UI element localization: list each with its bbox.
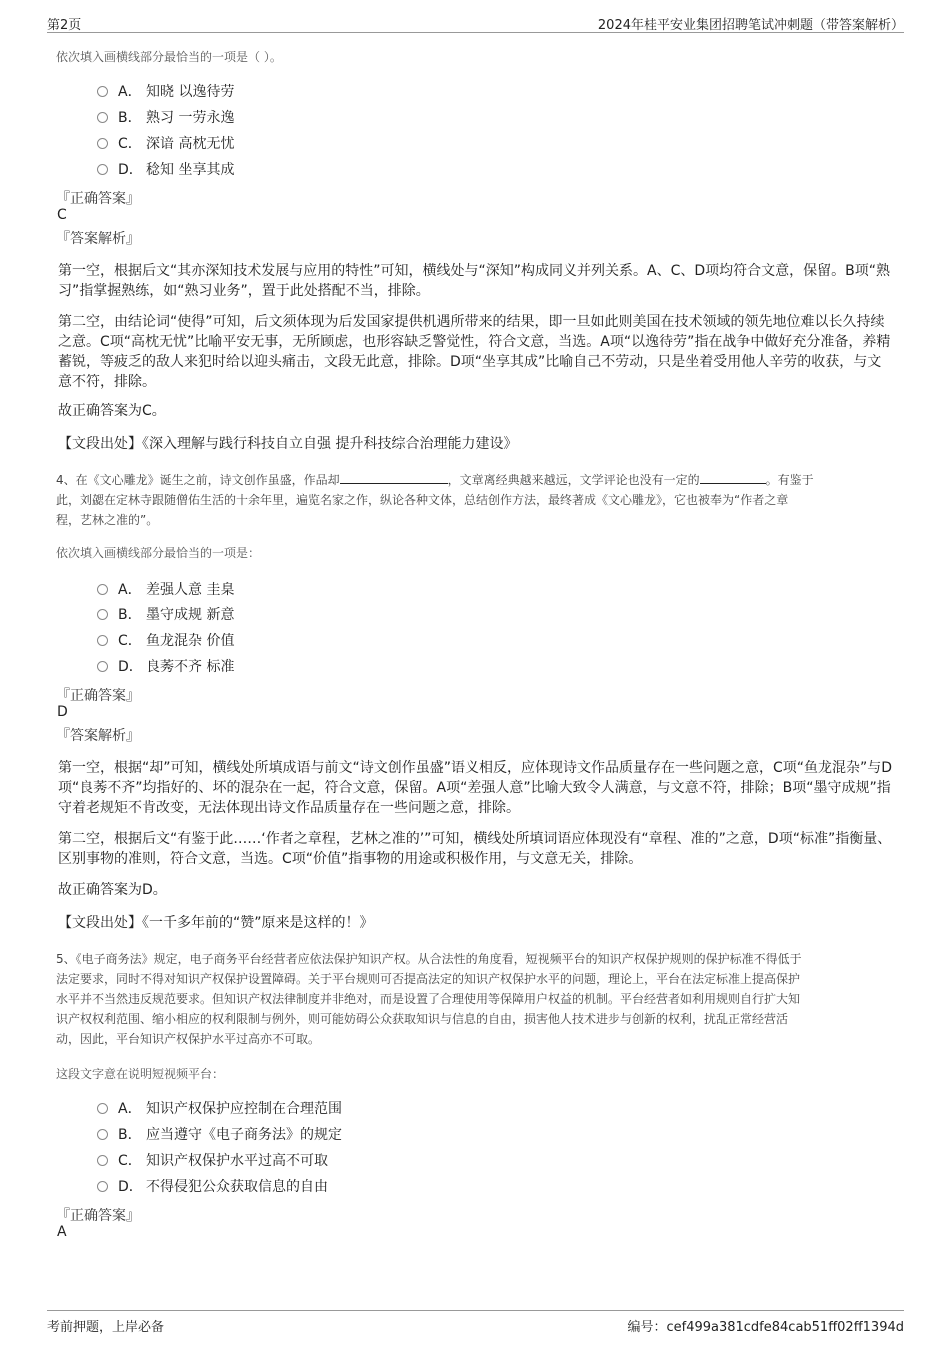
q3-option-b[interactable]: B． 熟习 一劳永逸 xyxy=(97,108,234,128)
radio-icon[interactable] xyxy=(97,164,108,175)
q5-instruction: 这段文字意在说明短视频平台： xyxy=(56,1067,225,1081)
document-title: 2024年桂平安业集团招聘笔试冲刺题（带答案解析） xyxy=(597,18,904,33)
radio-icon[interactable] xyxy=(97,112,108,123)
q3-option-a[interactable]: A． 知晓 以逸待劳 xyxy=(97,82,234,102)
radio-icon[interactable] xyxy=(97,1181,108,1192)
q3-analysis-2: 第二空，由结论词“使得”可知，后文须体现为后发国家提供机遇所带来的结果，即一旦如此则美国在技术领域的领先地位难以长久持续之意。C项“高枕无忧”比喻平安无事，无所顾虑，也形容缺乏警觉性，符合文意，当选。A项“以逸待劳”指在战争中做好充分准备，养精蓄锐，等疲乏的敌人来犯时给以迎头痛击，文段无此意，排除。D项“坐享其成”比喻自己不劳动，只是坐着受用他人辛劳的收获，与文意不符，排除。 xyxy=(58,314,891,390)
page-header xyxy=(47,10,904,33)
blank-line xyxy=(700,471,766,484)
q5-option-d[interactable]: D． 不得侵犯公众获取信息的自由 xyxy=(97,1177,328,1197)
q4-option-a[interactable]: A． 差强人意 圭臬 xyxy=(97,580,234,600)
radio-icon[interactable] xyxy=(97,1155,108,1166)
radio-icon[interactable] xyxy=(97,609,108,620)
q3-answer: C xyxy=(57,207,67,223)
radio-icon[interactable] xyxy=(97,1103,108,1114)
q3-instruction: 依次填入画横线部分最恰当的一项是（ ）。 xyxy=(56,50,282,64)
q4-option-d[interactable]: D． 良莠不齐 标准 xyxy=(97,657,234,677)
page-footer xyxy=(47,1310,904,1333)
q3-analysis-3: 故正确答案为C。 xyxy=(58,403,166,419)
radio-icon[interactable] xyxy=(97,86,108,97)
document-code: 编号：cef499a381cdfe84cab51ff02ff1394d xyxy=(627,1320,904,1335)
q4-analysis-3: 故正确答案为D。 xyxy=(58,882,167,898)
q5-option-a[interactable]: A． 知识产权保护应控制在合理范围 xyxy=(97,1099,342,1119)
radio-icon[interactable] xyxy=(97,1129,108,1140)
footer-slogan: 考前押题，上岸必备 xyxy=(47,1320,165,1335)
q5-option-c[interactable]: C． 知识产权保护水平过高不可取 xyxy=(97,1151,328,1171)
q4-answer: D xyxy=(57,704,68,720)
q4-source: 【文段出处】《一千多年前的“赞”原来是这样的！》 xyxy=(58,915,374,931)
q4-analysis-1: 第一空，根据“却”可知，横线处所填成语与前文“诗文创作虽盛”语义相反，应体现诗文作品质量存在一些问题之意，C项“鱼龙混杂”与D项“良莠不齐”均指好的、坏的混杂在一起，符合文意，保留。A项“差强人意”比喻大致令人满意，与文意不符，排除；B项“墨守成规”指守着老规矩不肯改变，无法体现出诗文作品质量存在一些问题之意，排除。 xyxy=(58,760,893,816)
q5-answer: A xyxy=(57,1224,67,1240)
q3-analysis-label: 『答案解析』 xyxy=(56,231,140,247)
q5-answer-label: 『正确答案』 xyxy=(56,1208,140,1224)
radio-icon[interactable] xyxy=(97,138,108,149)
radio-icon[interactable] xyxy=(97,584,108,595)
q3-option-d[interactable]: D． 稔知 坐享其成 xyxy=(97,160,234,180)
q4-analysis-label: 『答案解析』 xyxy=(56,728,140,744)
q5-stem: 5、《电子商务法》规定，电子商务平台经营者应依法保护知识产权。从合法性的角度看，短视频平台的知识产权保护规则的保护标准不得低于 法定要求，同时不得对知识产权保护设置障碍。关于平台规则可否提高法定的知识产权保护水平的问题，理论上，平台在法定标准上提高保护 水平并不当然违反规范要求。但知识产权法律制度并非绝对，而是设置了合理使用等保障用户权益的机制。平台经营者如利用规则自行扩大知 识产权权利范围、缩小相应的权利限制与例外，则可能妨碍公众获取知识与信息的自由，损害他人技术进步与创新的权利，扰乱正常经营活 动，因此，平台知识产权保护水平过高亦不可取。 xyxy=(56,952,802,1046)
q3-option-c[interactable]: C． 深谙 高枕无忧 xyxy=(97,134,234,154)
q3-answer-label: 『正确答案』 xyxy=(56,191,140,207)
page-number: 第2页 xyxy=(47,18,82,33)
q4-option-c[interactable]: C． 鱼龙混杂 价值 xyxy=(97,631,234,651)
q4-analysis-2: 第二空，根据后文“有鉴于此……‘作者之章程，艺林之准的’”可知，横线处所填词语应体现没有“章程、准的”之意，D项“标准”指衡量、区别事物的准则，符合文意，当选。C项“价值”指事物的用途或积极作用，与文意无关，排除。 xyxy=(58,831,892,867)
q3-analysis-1: 第一空，根据后文“其亦深知技术发展与应用的特性”可知，横线处与“深知”构成同义并列关系。A、C、D项均符合文意，保留。B项“熟习”指掌握熟练，如“熟习业务”，置于此处搭配不当，排除。 xyxy=(58,263,890,299)
radio-icon[interactable] xyxy=(97,635,108,646)
q4-option-b[interactable]: B． 墨守成规 新意 xyxy=(97,605,234,625)
radio-icon[interactable] xyxy=(97,661,108,672)
q5-option-b[interactable]: B． 应当遵守《电子商务法》的规定 xyxy=(97,1125,342,1145)
q4-instruction: 依次填入画横线部分最恰当的一项是： xyxy=(56,546,261,560)
blank-line xyxy=(340,471,448,484)
q3-source: 【文段出处】《深入理解与践行科技自立自强 提升科技综合治理能力建设》 xyxy=(58,436,518,452)
q4-answer-label: 『正确答案』 xyxy=(56,688,140,704)
q4-stem: 4、在《文心雕龙》诞生之前，诗文创作虽盛，作品却 ，文章离经典越来越远，文学评论也没有一定的 。有鉴于 此，刘勰在定林寺跟随僧佑生活的十余年里，遍览名家之作，纵论各种文体，总结创作方法，最终著成《文心雕龙》，它也被奉为“作者之章 程，艺林之准的”。 xyxy=(56,473,814,527)
